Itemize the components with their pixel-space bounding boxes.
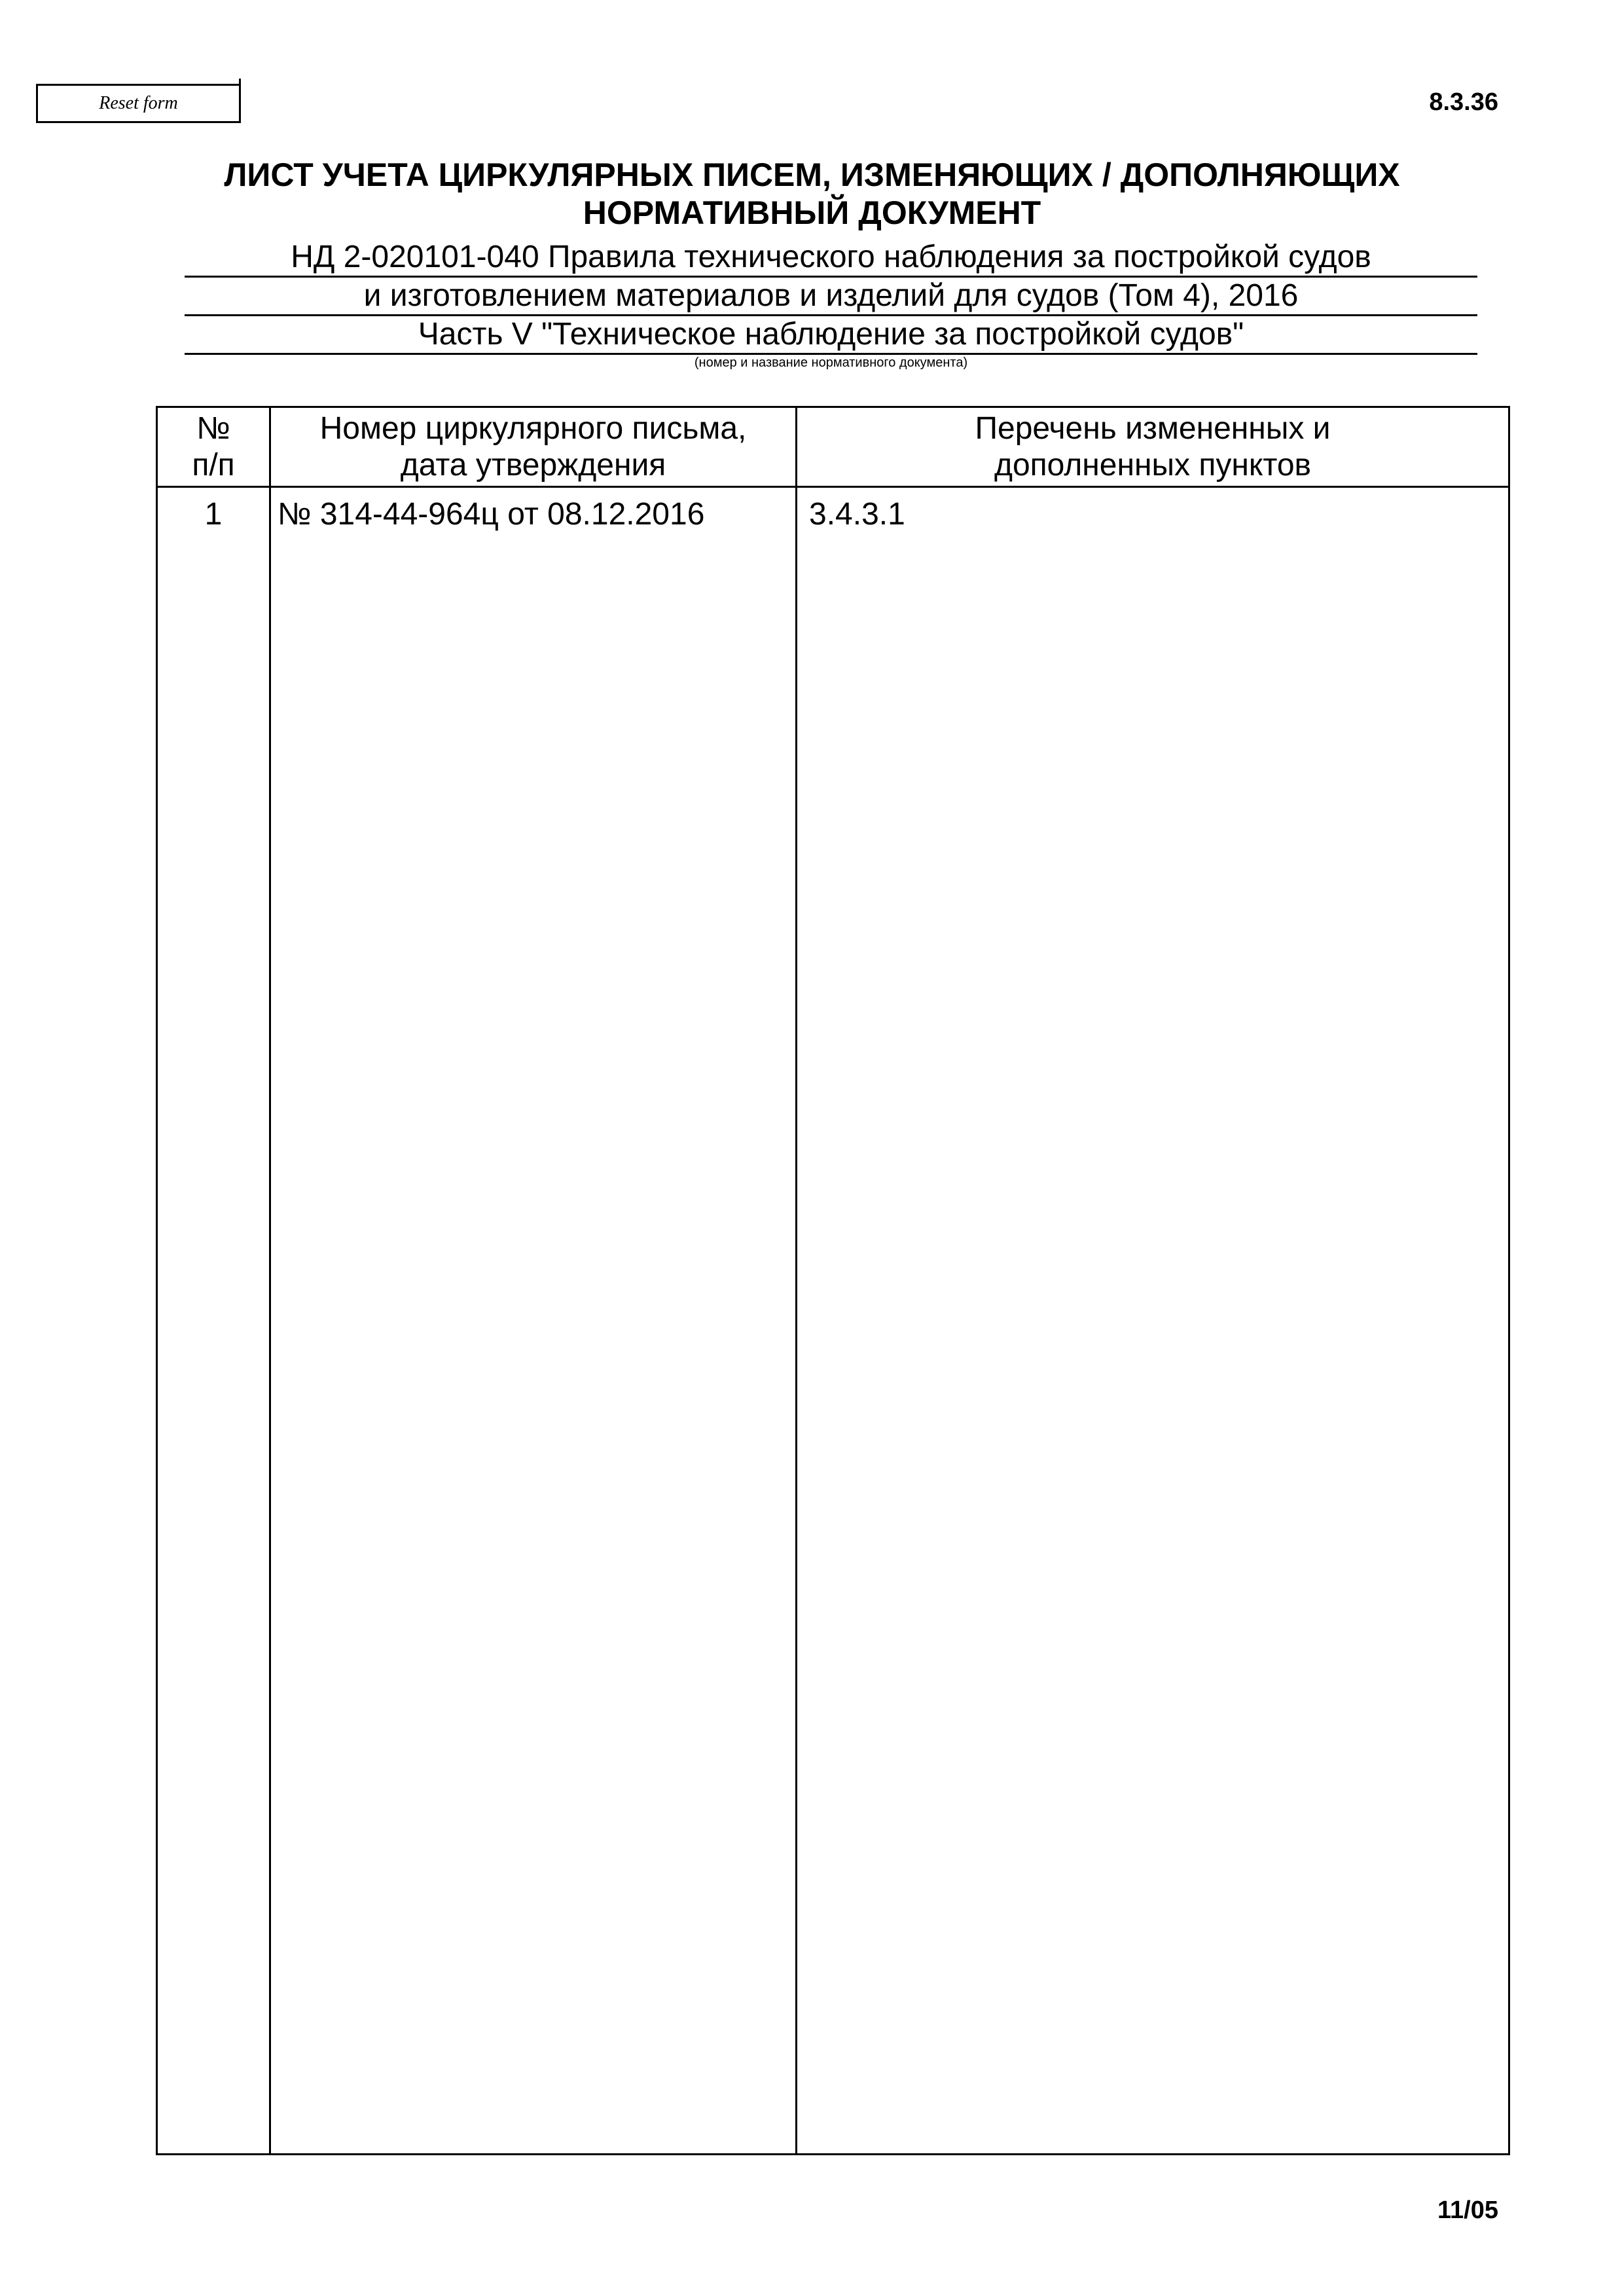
document-name-line-1[interactable]: НД 2-020101-040 Правила технического наблюдения за постройкой судов — [185, 239, 1477, 278]
row-1-num[interactable]: 1 — [204, 497, 223, 532]
reset-button-tick — [239, 79, 241, 88]
document-name-caption: (номер и название нормативного документа) — [694, 355, 968, 370]
header-items: Перечень измененных и дополненных пунктов — [975, 410, 1331, 483]
row-1-items[interactable]: 3.4.3.1 — [809, 497, 905, 532]
page-title-line-2: НОРМАТИВНЫЙ ДОКУМЕНТ — [583, 194, 1041, 231]
header-num: № п/п — [192, 410, 235, 483]
table-header-row — [158, 408, 1508, 488]
page-title — [0, 156, 1624, 232]
page-title-line-1: ЛИСТ УЧЕТА ЦИРКУЛЯРНЫХ ПИСЕМ, ИЗМЕНЯЮЩИХ / ДОПОЛНЯЮЩИХ — [224, 156, 1400, 193]
column-divider-1 — [269, 408, 271, 2153]
page-number: 11/05 — [1437, 2196, 1498, 2224]
document-name-line-3[interactable]: Часть V "Техническое наблюдение за постройкой судов" — [185, 316, 1477, 355]
document-name-block — [185, 239, 1477, 371]
form-code: 8.3.36 — [1429, 88, 1498, 116]
header-letter: Номер циркулярного письма, дата утверждения — [319, 410, 747, 483]
reset-form-button[interactable]: Reset form — [36, 84, 241, 123]
circular-letters-table — [156, 406, 1510, 2155]
column-divider-2 — [795, 408, 797, 2153]
document-name-line-2[interactable]: и изготовлением материалов и изделий для судов (Том 4), 2016 — [185, 278, 1477, 316]
row-1-letter[interactable]: № 314-44-964ц от 08.12.2016 — [278, 497, 705, 532]
